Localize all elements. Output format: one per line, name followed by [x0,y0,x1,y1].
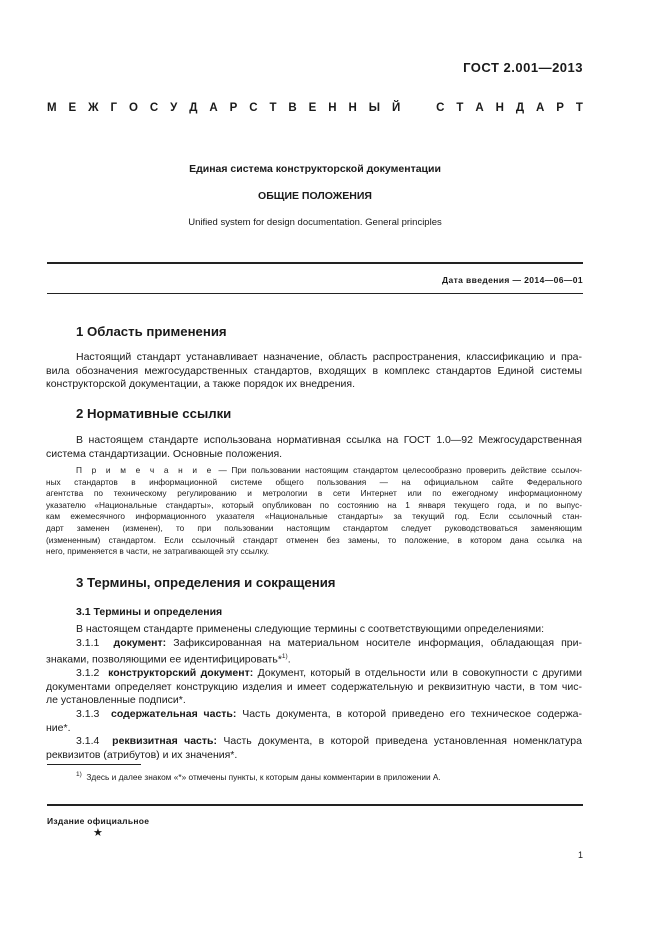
document-title: ОБЩИЕ ПОЛОЖЕНИЯ [258,190,372,202]
section-1-line: Настоящий стандарт устанавливает назначение, область распространения, классификацию и пра- [76,351,582,363]
term-name: содержательная часть: [110,708,237,721]
section-1-line: вила обозначения межгосударственных стандартов, входящих в комплекс стандартов Единой системы [46,364,582,377]
subsection-3-1-heading: 3.1 Термины и определения [76,606,223,618]
banner-letter: С [436,102,445,114]
banner-letter: Н [348,102,357,114]
note-line: — При пользовании настоящим стандартом целесообразно проверить действие ссылоч- [213,465,582,475]
effective-date: Дата введения — 2014—06—01 [442,275,583,285]
banner-letter: Т [269,102,277,114]
banner-letter: Г [110,102,118,114]
note-line: кам ежемесячного информационного указателя «Национальные стандарты» за текущий год. Если ссылочный стан- [46,511,582,522]
banner-letter: Й [391,102,401,114]
section-2-heading: 2 Нормативные ссылки [76,406,232,421]
banner-letter: Н [328,102,337,114]
footnote-text: Здесь и далее знаком «*» отмечены пункты, к которым даны комментарии в приложении А. [86,771,441,782]
term-text: Документ, который в отдельности или в совокупности с другими [253,667,582,680]
section-2-line: В настоящем стандарте использована нормативная ссылка на ГОСТ 1.0—92 Межгосударственная [76,434,582,446]
term-3-1-4 [46,735,582,749]
english-title: Unified system for design documentation. General principles [188,217,442,228]
section-2-body [46,434,582,461]
section-3-heading: 3 Термины, определения и сокращения [76,575,336,590]
footnote-mark: 1) [76,771,82,778]
note-label: П р и м е ч а н и е [76,465,214,475]
section-1-heading: 1 Область применения [76,324,227,339]
banner-letter: С [149,102,159,114]
footnote [76,771,441,782]
note-line: (измененным) стандартом. Если ссылочный стандарт отменен без замены, то положение, в котором дана ссылка на [46,534,582,545]
term-name: документ: [113,636,167,649]
star-icon: ★ [93,827,103,839]
banner-letter: Д [515,102,525,114]
banner-letter: У [170,102,178,114]
document-number: ГОСТ 2.001—2013 [463,60,583,75]
term-number: 3.1.4 [76,735,100,748]
note-line: ных стандартов в информационной системе общего пользования — на официальном сайте Федерального [46,476,582,487]
banner-letter: Н [495,102,504,114]
term-3-1-2-cont: ле установленные подписи*. [46,694,186,707]
term-text: знаками, позволяющими ее идентифицировать* [46,653,282,666]
banner-letter: А [535,102,545,114]
series-title: Единая система конструкторской документации [189,163,441,175]
note-line: агентства по техническому регулированию и метрологии в сети Интернет или по ежегодному информационному [46,488,582,499]
note-line: него, применяется в части, не затрагивающей эту ссылку. [46,546,269,557]
terms-intro: В настоящем стандарте применены следующие термины с соответствующими определениями: [76,623,545,635]
banner-letter: М [47,102,57,114]
banner-letter: Р [556,102,564,114]
banner-letter: В [288,102,297,114]
banner-letter: Е [308,102,317,114]
term-3-1-2-cont: документами определяет конструкцию изделия и имеет содержательную и реквизитную части, в том чис- [46,680,582,693]
term-text: Часть документа, в которой приведено его техническое содержа- [236,708,582,721]
term-3-1-1-cont [46,650,582,667]
banner-letter: О [128,102,138,114]
term-3-1-3-cont: ние*. [46,721,71,734]
banner-gap [412,102,424,114]
divider-top [47,262,583,264]
edition-label: Издание официальное [47,816,150,826]
banner-letter: Ы [368,102,381,114]
banner-letter: А [475,102,484,114]
banner-letter: Т [456,102,464,114]
term-text: Зафиксированная на материальном носителе информация, обладающая при- [166,636,582,649]
footnote-ref: 1) [281,653,288,661]
banner-letter: Ж [88,102,99,114]
term-number: 3.1.3 [76,708,100,721]
banner-letter: С [249,102,258,114]
note-line: дарт заменен (изменен), то при пользовании настоящим стандартом следует руководствоваться заменяющим [46,522,582,533]
term-name: конструкторский документ: [108,667,254,680]
term-3-1-2 [46,667,582,681]
term-3-1-1 [46,637,582,651]
page-number: 1 [577,850,583,860]
section-1-body [46,351,582,392]
footnote-divider [47,764,141,765]
section-2-note [46,465,582,558]
standard-banner [47,102,583,114]
divider-bottom [47,804,583,806]
term-3-1-3 [46,708,582,722]
note-line: указателю «Национальные стандарты», который опубликован по состоянию на 1 января текущего года, и по выпус- [46,499,582,510]
section-2-line: система стандартизации. Основные положения. [46,447,283,460]
term-3-1-4-cont: реквизитов (атрибутов) и их значения*. [46,748,238,761]
section-1-line: конструкторской документации, а также порядок их внедрения. [46,378,355,391]
term-number: 3.1.2 [76,667,100,680]
section-3-body [46,623,582,762]
banner-letter: Е [68,102,77,114]
banner-letter: А [209,102,218,114]
banner-letter: Т [575,102,583,114]
divider-date [47,293,583,294]
term-text: . [287,653,291,666]
banner-letter: Р [229,102,238,114]
term-name: реквизитная часть: [112,735,217,748]
banner-letter: Д [189,102,198,114]
term-number: 3.1.1 [76,636,100,649]
term-text: Часть документа, в которой приведена установленная номенклатура [217,735,582,748]
